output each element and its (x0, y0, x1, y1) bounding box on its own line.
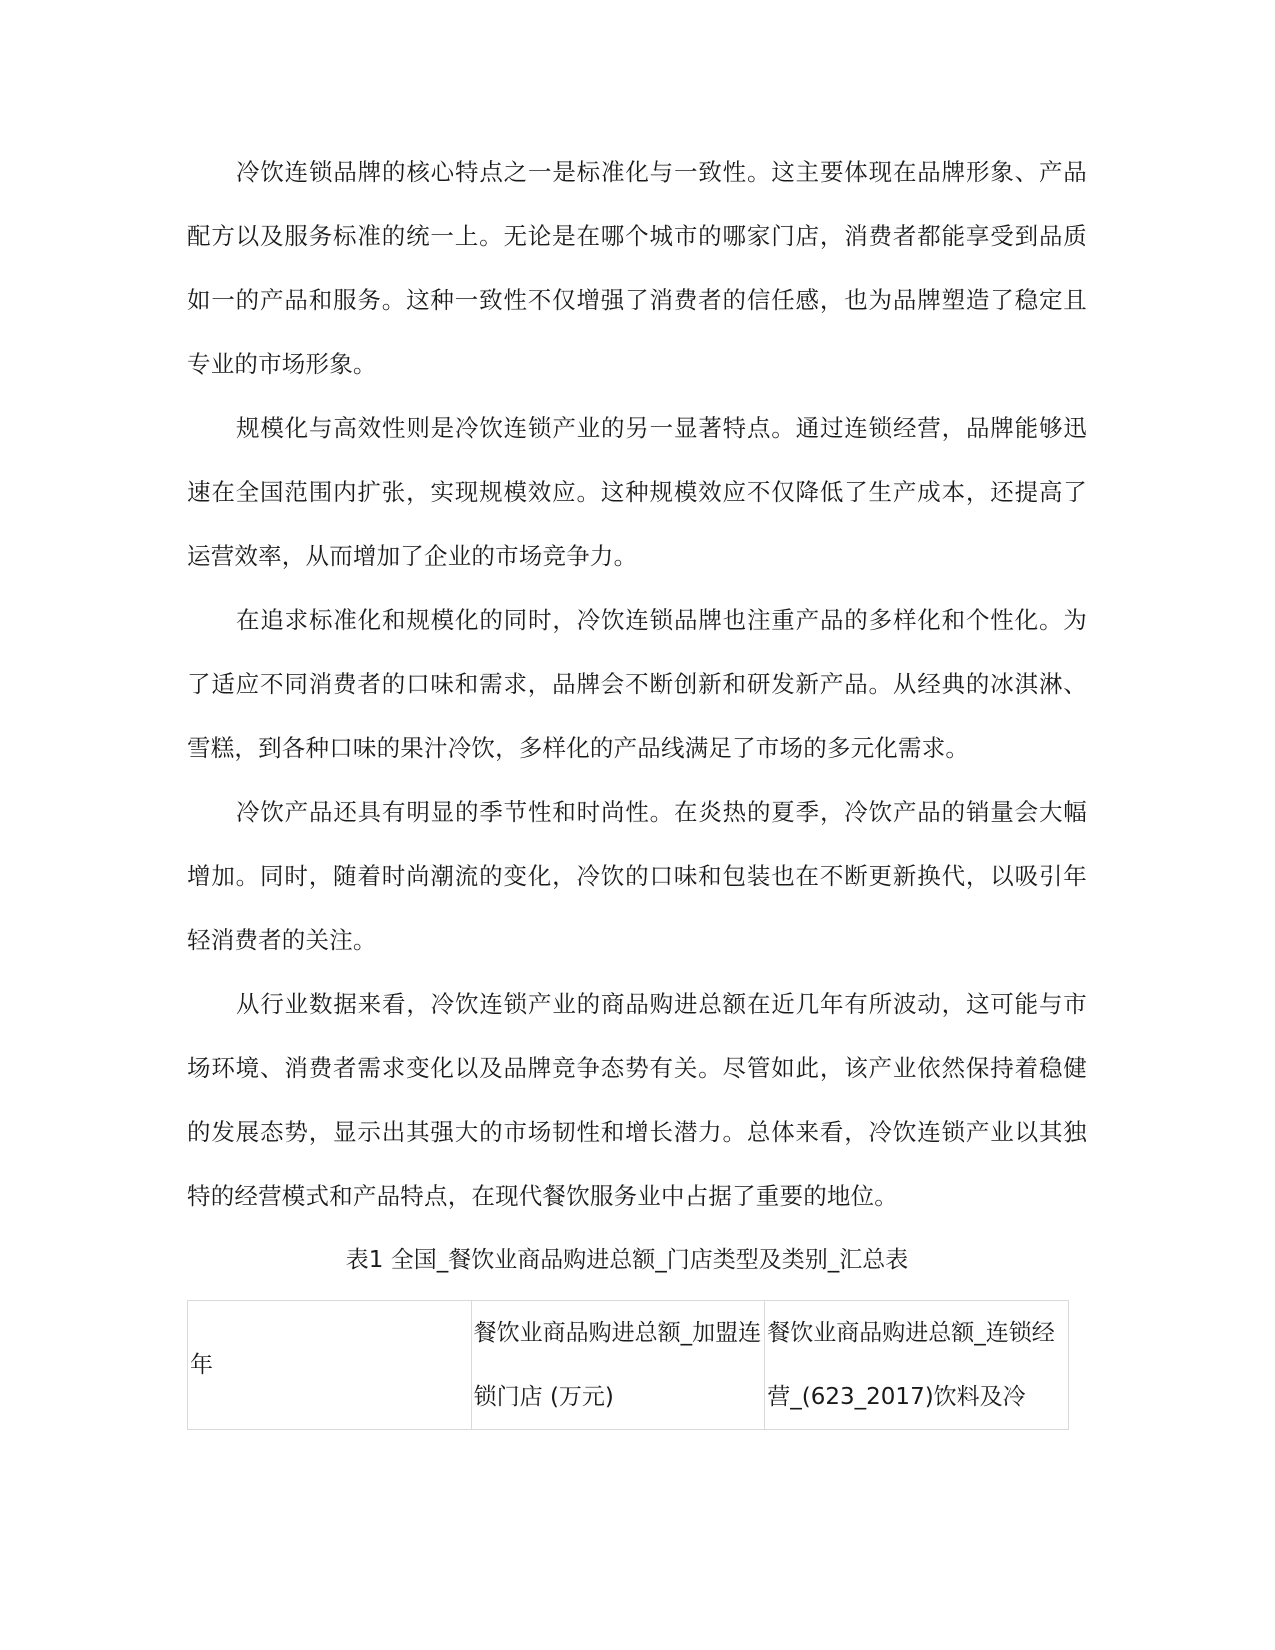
paragraph-1: 冷饮连锁品牌的核心特点之一是标准化与一致性。这主要体现在品牌形象、产品配方以及服务标准的统一上。无论是在哪个城市的哪家门店，消费者都能享受到品质如一的产品和服务。这种一致性不仅增强了消费者的信任感，也为品牌塑造了稳定且专业的市场形象。 (187, 158, 1087, 378)
column-header-year: 年 (188, 1301, 472, 1430)
paragraph-4: 冷饮产品还具有明显的季节性和时尚性。在炎热的夏季，冷饮产品的销量会大幅增加。同时，随着时尚潮流的变化，冷饮的口味和包装也在不断更新换代，以吸引年轻消费者的关注。 (187, 798, 1087, 954)
data-table (187, 1300, 1069, 1430)
column-header-chain: 餐饮业商品购进总额_连锁经营_(623_2017)饮料及冷 (765, 1301, 1069, 1430)
document-page (187, 140, 1087, 1430)
column-header-franchise: 餐饮业商品购进总额_加盟连锁门店 (万元) (471, 1301, 765, 1430)
paragraph-5: 从行业数据来看，冷饮连锁产业的商品购进总额在近几年有所波动，这可能与市场环境、消费者需求变化以及品牌竞争态势有关。尽管如此，该产业依然保持着稳健的发展态势，显示出其强大的市场韧性和增长潜力。总体来看，冷饮连锁产业以其独特的经营模式和产品特点，在现代餐饮服务业中占据了重要的地位。 (187, 990, 1087, 1210)
table-header-row (188, 1301, 1069, 1430)
paragraph-2: 规模化与高效性则是冷饮连锁产业的另一显著特点。通过连锁经营，品牌能够迅速在全国范围内扩张，实现规模效应。这种规模效应不仅降低了生产成本，还提高了运营效率，从而增加了企业的市场竞争力。 (187, 414, 1087, 570)
paragraph-3: 在追求标准化和规模化的同时，冷饮连锁品牌也注重产品的多样化和个性化。为了适应不同消费者的口味和需求，品牌会不断创新和研发新产品。从经典的冰淇淋、雪糕，到各种口味的果汁冷饮，多样化的产品线满足了市场的多元化需求。 (187, 606, 1087, 762)
table-caption: 表1 全国_餐饮业商品购进总额_门店类型及类别_汇总表 (345, 1247, 909, 1273)
